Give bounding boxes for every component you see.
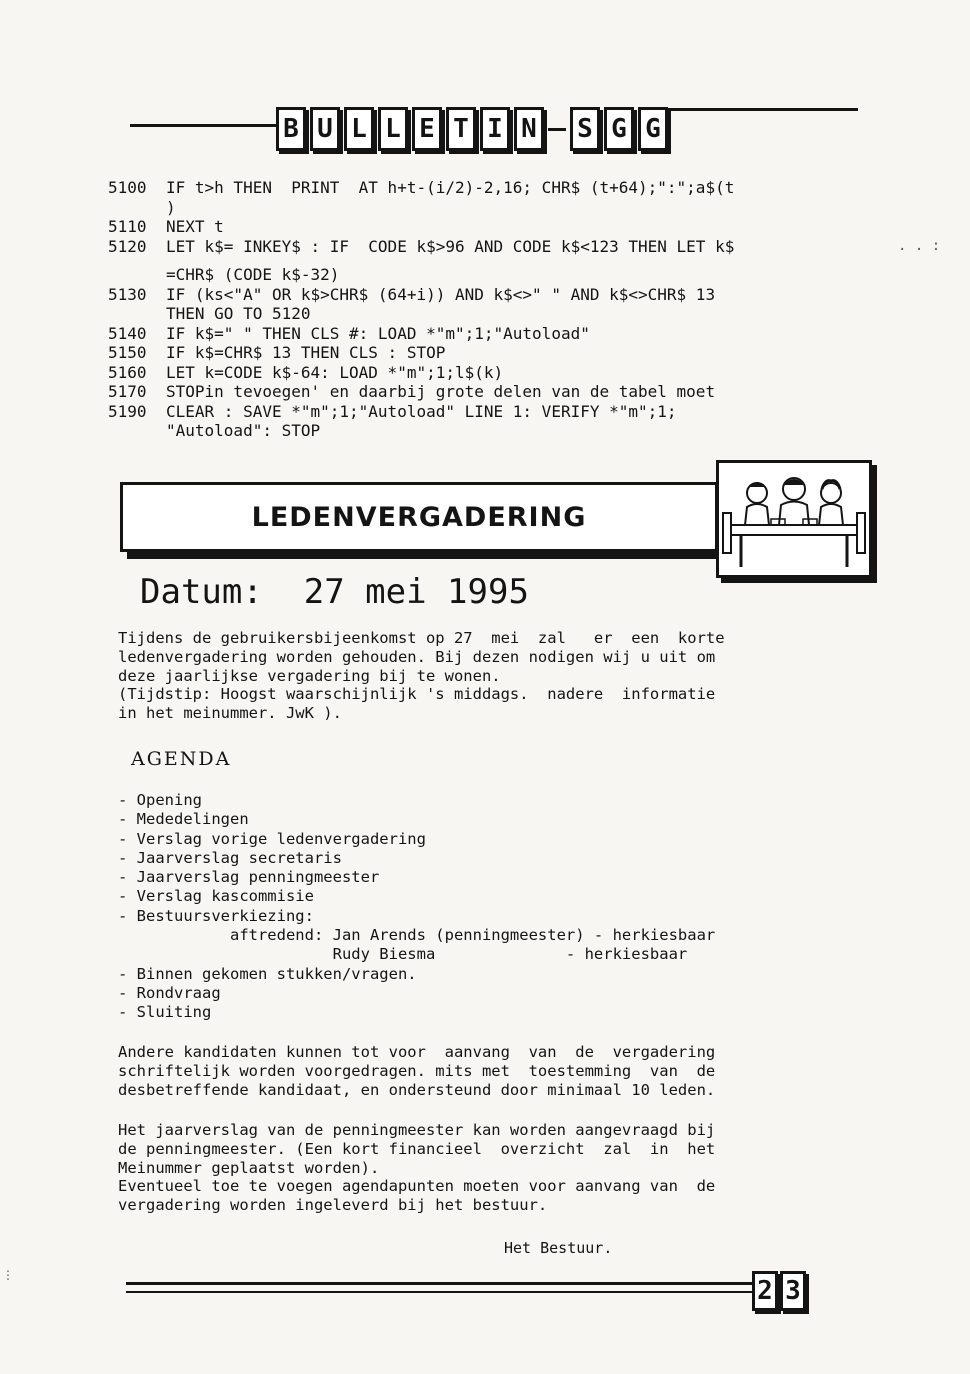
paragraph-line: Eventueel toe te voegen agendapunten moeten voor aanvang van de bbox=[118, 1177, 716, 1196]
treasurer-paragraph bbox=[118, 1121, 715, 1215]
line-number bbox=[108, 304, 166, 324]
masthead-letter: L bbox=[344, 107, 374, 151]
masthead-letter: B bbox=[276, 107, 306, 151]
line-number: 5140 bbox=[108, 323, 147, 343]
masthead-letter: L bbox=[378, 107, 408, 151]
ledenvergadering-banner bbox=[120, 482, 718, 552]
code-line bbox=[108, 198, 878, 218]
masthead-letter: N bbox=[514, 107, 544, 151]
line-number bbox=[108, 265, 166, 285]
banner-title: LEDENVERGADERING bbox=[251, 501, 587, 533]
masthead-connector bbox=[548, 128, 566, 131]
code-text: IF k$=CHR$ 13 THEN CLS : STOP bbox=[166, 343, 446, 362]
basic-code-listing bbox=[108, 178, 878, 441]
agenda-item: - Bestuursverkiezing: bbox=[118, 906, 314, 925]
masthead-letter: G bbox=[638, 107, 668, 151]
line-number: 5110 bbox=[108, 217, 147, 236]
agenda-item: - Verslag vorige ledenvergadering bbox=[118, 829, 426, 848]
code-line bbox=[108, 421, 878, 441]
agenda-item: aftredend: Jan Arends (penningmeester) - herkiesbaar bbox=[118, 926, 716, 945]
masthead-letter: T bbox=[446, 107, 476, 151]
code-line bbox=[108, 402, 878, 422]
intro-line: Tijdens de gebruikersbijeenkomst op 27 mei zal er een korte bbox=[118, 629, 725, 647]
page-digit: 3 bbox=[780, 1271, 806, 1311]
code-line bbox=[108, 363, 878, 383]
agenda-item: - Binnen gekomen stukken/vragen. bbox=[118, 964, 417, 983]
code-line bbox=[108, 265, 878, 285]
masthead-letter: G bbox=[604, 107, 634, 151]
code-text: NEXT t bbox=[166, 217, 224, 236]
page-number bbox=[752, 1271, 806, 1311]
footer-rule bbox=[126, 1282, 752, 1285]
margin-mark: ⋮ bbox=[2, 1268, 14, 1282]
code-line bbox=[108, 217, 878, 237]
header-rule-left bbox=[130, 124, 276, 127]
agenda-list bbox=[118, 791, 715, 1023]
line-number: 5120 bbox=[108, 236, 147, 256]
line-number: 5150 bbox=[108, 343, 147, 362]
meeting-people-icon bbox=[719, 463, 869, 575]
intro-paragraph bbox=[118, 629, 725, 723]
intro-line: deze jaarlijkse vergadering bij te wonen. bbox=[118, 666, 501, 685]
paragraph-line: Meinummer geplaatst worden). bbox=[118, 1158, 380, 1177]
signature: Het Bestuur. bbox=[504, 1239, 613, 1257]
line-number bbox=[108, 198, 166, 218]
code-text: CLEAR : SAVE *"m";1;"Autoload" LINE 1: VERIFY *"m";1; bbox=[166, 401, 677, 421]
agenda-item: - Opening bbox=[118, 791, 202, 809]
paragraph-line: Andere kandidaten kunnen tot voor aanvang van de vergadering bbox=[118, 1043, 716, 1061]
paragraph-line: vergadering worden ingeleverd bij het bestuur. bbox=[118, 1196, 548, 1215]
code-text: =CHR$ (CODE k$-32) bbox=[166, 265, 340, 284]
code-line bbox=[108, 324, 878, 344]
masthead-letter: S bbox=[570, 107, 600, 151]
agenda-item: - Sluiting bbox=[118, 1003, 212, 1022]
agenda-item: - Jaarverslag secretaris bbox=[118, 848, 342, 867]
page-digit: 2 bbox=[752, 1271, 778, 1311]
masthead-letter: E bbox=[412, 107, 442, 151]
header-rule-right bbox=[666, 108, 858, 111]
code-line bbox=[108, 178, 878, 198]
line-number: 5130 bbox=[108, 284, 147, 304]
code-text: IF t>h THEN PRINT AT h+t-(i/2)-2,16; CHR$ (t+64);":";a$(t bbox=[166, 178, 735, 197]
line-number: 5190 bbox=[108, 401, 147, 421]
meeting-date: Datum: 27 mei 1995 bbox=[140, 572, 529, 612]
intro-line: ledenvergadering worden gehouden. Bij dezen nodigen wij u uit om bbox=[118, 647, 716, 666]
paragraph-line: Het jaarverslag van de penningmeester kan worden aangevraagd bij bbox=[118, 1121, 716, 1139]
line-number: 5100 bbox=[108, 178, 147, 197]
bulletin-masthead bbox=[276, 107, 668, 151]
candidates-paragraph bbox=[118, 1043, 715, 1099]
line-number: 5160 bbox=[108, 362, 147, 382]
agenda-item: - Jaarverslag penningmeester bbox=[118, 868, 380, 887]
code-line bbox=[108, 382, 878, 402]
margin-mark: . . : bbox=[898, 238, 941, 254]
code-line bbox=[108, 343, 878, 363]
masthead-letter: I bbox=[480, 107, 510, 151]
code-text: LET k=CODE k$-64: LOAD *"m";1;l$(k) bbox=[166, 362, 504, 382]
code-text: "Autoload": STOP bbox=[166, 421, 321, 440]
code-text: STOPin tevoegen' en daarbij grote delen van de tabel moet bbox=[166, 382, 716, 401]
code-text: IF (ks<"A" OR k$>CHR$ (64+i)) AND k$<>" " AND k$<>CHR$ 13 bbox=[166, 284, 716, 304]
line-number bbox=[108, 421, 166, 441]
code-text: THEN GO TO 5120 bbox=[166, 304, 311, 323]
agenda-item: - Rondvraag bbox=[118, 983, 221, 1002]
agenda-item: - Mededelingen bbox=[118, 810, 249, 829]
code-line bbox=[108, 285, 878, 305]
code-line bbox=[108, 304, 878, 324]
code-line bbox=[108, 237, 878, 257]
paragraph-line: schriftelijk worden voorgedragen. mits met toestemming van de bbox=[118, 1061, 716, 1080]
code-text: IF k$=" " THEN CLS #: LOAD *"m";1;"Autoload" bbox=[166, 323, 590, 343]
paragraph-line: de penningmeester. (Een kort financieel overzicht zal in het bbox=[118, 1139, 716, 1158]
footer-rule-lower bbox=[126, 1291, 752, 1293]
paragraph-line: desbetreffende kandidaat, en ondersteund door minimaal 10 leden. bbox=[118, 1080, 716, 1099]
agenda-heading: AGENDA bbox=[131, 748, 232, 770]
line-number: 5170 bbox=[108, 382, 147, 401]
intro-line: in het meinummer. JwK ). bbox=[118, 704, 342, 723]
masthead-letter: U bbox=[310, 107, 340, 151]
code-text: LET k$= INKEY$ : IF CODE k$>96 AND CODE k$<123 THEN LET k$ bbox=[166, 236, 735, 256]
intro-line: (Tijdstip: Hoogst waarschijnlijk 's middags. nadere informatie bbox=[118, 685, 716, 704]
agenda-item: - Verslag kascommisie bbox=[118, 887, 314, 906]
agenda-item: Rudy Biesma - herkiesbaar bbox=[118, 945, 688, 964]
meeting-illustration bbox=[716, 460, 872, 578]
code-text: ) bbox=[166, 197, 176, 217]
